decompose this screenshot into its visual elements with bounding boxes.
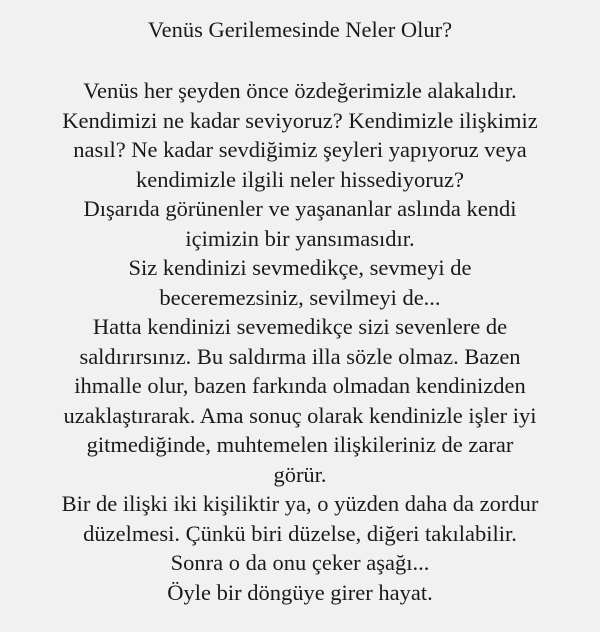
document-title: Venüs Gerilemesinde Neler Olur? xyxy=(147,17,453,42)
text-line: Dışarıda görünenler ve yaşananlar aslında kendi xyxy=(83,196,517,221)
text-line: içimizin bir yansımasıdır. xyxy=(185,225,415,251)
text-line: Bir de ilişki iki kişiliktir ya, o yüzden daha da zordur xyxy=(61,491,539,516)
text-line: saldırırsınız. Bu saldırma illa sözle olmaz. Bazen xyxy=(79,343,521,369)
text-line: düzelmesi. Çünkü biri düzelse, diğeri takılabilir. xyxy=(83,520,517,546)
text-line: gitmediğinde, muhtemelen ilişkileriniz de zarar xyxy=(86,432,514,457)
text-line: Sonra o da onu çeker aşağı... xyxy=(170,550,430,575)
text-line: Siz kendinizi sevmedikçe, sevmeyi de xyxy=(128,255,472,280)
text-line: ihmalle olur, bazen farkında olmadan kendinizden xyxy=(74,373,526,398)
text-line: Kendimizi ne kadar seviyoruz? Kendimizle ilişkimiz xyxy=(62,107,538,133)
text-line: Hatta kendinizi sevemedikçe sizi sevenlere de xyxy=(92,314,508,339)
text-line: uzaklaştırarak. Ama sonuç olarak kendinizle işler iyi xyxy=(63,402,537,428)
text-line: Öyle bir döngüye girer hayat. xyxy=(167,579,433,605)
body-text xyxy=(6,76,594,607)
text-line: kendimizle ilgili neler hissediyoruz? xyxy=(135,166,465,192)
text-line: görür. xyxy=(273,461,327,487)
text-line: beceremezsiniz, sevilmeyi de... xyxy=(159,284,441,310)
text-line: Venüs her şeyden önce özdeğerimizle alakalıdır. xyxy=(83,78,517,103)
text-line: nasıl? Ne kadar sevdiğimiz şeyleri yapıyoruz veya xyxy=(73,137,527,162)
